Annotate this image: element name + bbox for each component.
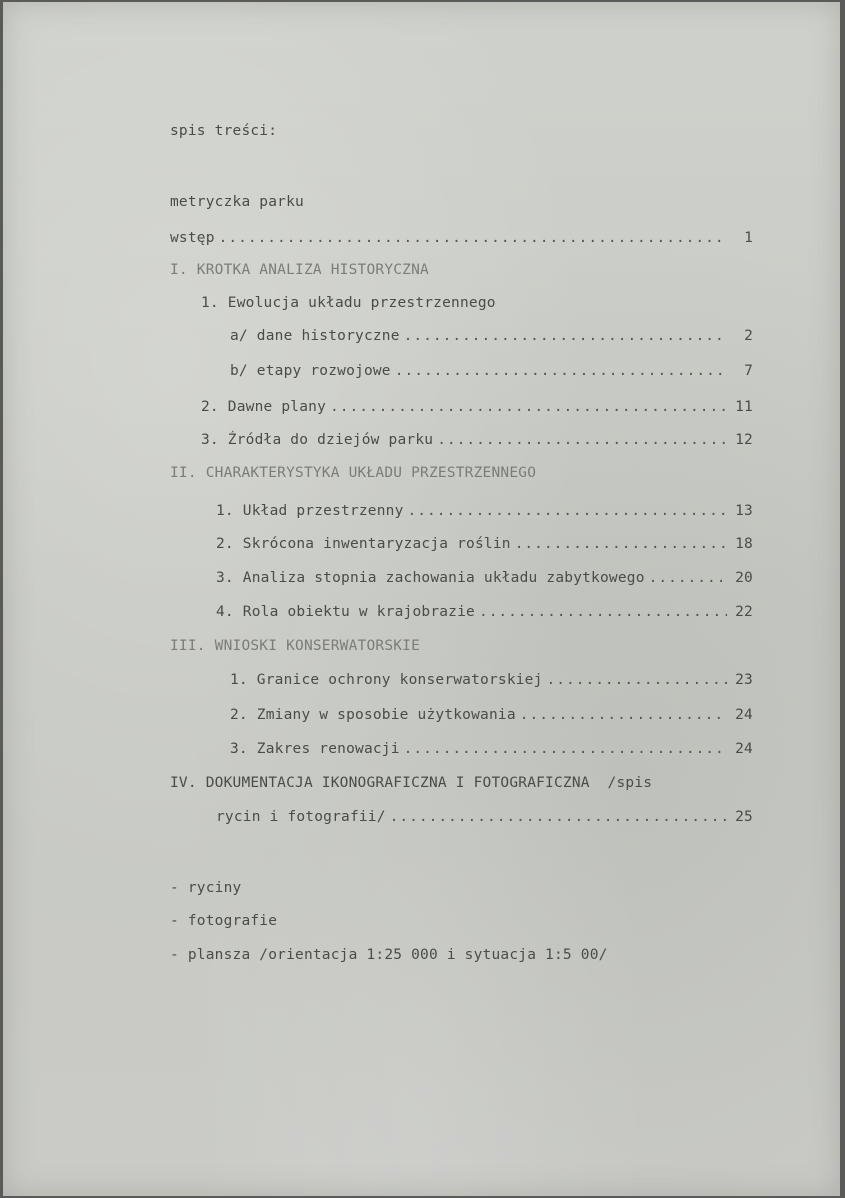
toc-entry-label: 2. Skrócona inwentaryzacja roślin [216,536,511,552]
section-heading-iii: III. WNIOSKI KONSERWATORSKIE [170,638,421,654]
dot-leader [404,327,727,345]
toc-entry [230,362,753,380]
toc-entry-label: 2. Dawne plany [201,399,327,415]
dot-leader [408,502,727,520]
toc-entry [201,398,753,416]
toc-entry [216,502,753,520]
toc-entry-label: wstęp [170,230,215,246]
toc-entry-page: 25 [735,809,753,825]
toc-entry-label: 2. Zmiany w sposobie użytkowania [230,707,516,723]
subsection-heading: 1. Ewolucja układu przestrzennego [201,295,496,311]
toc-entry [216,535,753,553]
toc-entry [216,808,753,826]
toc-heading: spis treści: [170,123,278,139]
toc-entry [216,603,753,621]
toc-entry-label: a/ dane historyczne [230,328,400,344]
dot-leader [479,603,727,621]
toc-entry-page: 12 [735,432,753,448]
section-heading-ii: II. CHARAKTERYSTYKA UKŁADU PRZESTRZENNEGO [170,465,537,481]
dot-leader [390,808,727,826]
toc-entry [216,569,753,587]
dot-leader [547,671,727,689]
appendix-item: - fotografie [170,913,278,929]
toc-entry [170,229,753,247]
dot-leader [649,569,727,587]
toc-entry [230,327,753,345]
toc-entry-page: 7 [744,363,753,379]
toc-entry-label: 3. Zakres renowacji [230,741,400,757]
toc-entry-label: 4. Rola obiektu w krajobrazie [216,604,475,620]
toc-entry-page: 24 [735,741,753,757]
toc-entry [230,706,753,724]
toc-entry-label: 1. Granice ochrony konserwatorskiej [230,672,543,688]
toc-entry [201,431,753,449]
toc-entry-page: 1 [744,230,753,246]
toc-entry-page: 20 [735,570,753,586]
toc-entry-page: 11 [735,399,753,415]
toc-entry-page: 23 [735,672,753,688]
toc-entry [230,671,753,689]
dot-leader [404,740,727,758]
document-page [3,2,840,1196]
toc-entry-page: 2 [744,328,753,344]
toc-entry-page: 22 [735,604,753,620]
toc-entry [230,740,753,758]
toc-entry-page: 13 [735,503,753,519]
toc-entry-page: 18 [735,536,753,552]
section-heading-iv: IV. DOKUMENTACJA IKONOGRAFICZNA I FOTOGRAFICZNA /spis [170,775,653,791]
toc-entry-label: b/ etapy rozwojowe [230,363,391,379]
appendix-item: - ryciny [170,880,242,896]
dot-leader [219,229,727,247]
dot-leader [520,706,727,724]
dot-leader [515,535,727,553]
toc-entry-label: 3. Źródła do dziejów parku [201,432,434,448]
toc-entry-label: 3. Analiza stopnia zachowania układu zabytkowego [216,570,645,586]
appendix-item: - plansza /orientacja 1:25 000 i sytuacja 1:5 00/ [170,947,608,963]
dot-leader [395,362,727,380]
dot-leader [437,431,727,449]
section-heading-i: I. KROTKA ANALIZA HISTORYCZNA [170,262,429,278]
dot-leader [330,398,727,416]
metryczka-line: metryczka parku [170,194,304,210]
toc-entry-label: rycin i fotografii/ [216,809,386,825]
toc-entry-page: 24 [735,707,753,723]
toc-entry-label: 1. Układ przestrzenny [216,503,404,519]
